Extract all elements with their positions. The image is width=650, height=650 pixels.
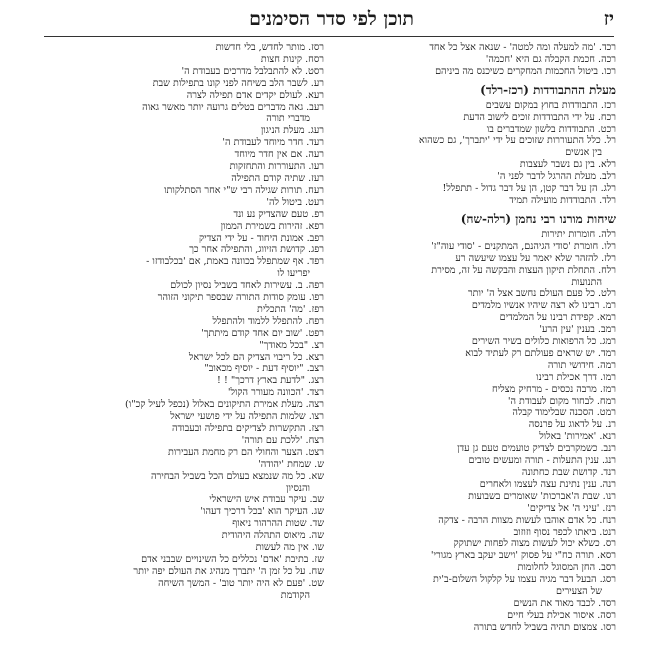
toc-entry: רס. כשלא יכול לעשות מצוה לפחות ישתוקק	[453, 538, 616, 550]
toc-entry: רצב. "יוסיף דעת - יוסיף מכאוב"	[204, 363, 324, 375]
toc-entry: רל. כלל התעוררות שזוכים על ידי 'יתברך', גם כשהוא	[418, 135, 616, 147]
toc-entry: שז. בתיבת 'אדם' נכללים כל השינויים שבבני אדם	[141, 553, 324, 565]
toc-entry: רפז. 'מה' התכלית	[257, 303, 324, 315]
section-heading	[332, 82, 616, 98]
toc-entry: יפריעו לו	[277, 268, 310, 280]
toc-entry: ש. שמחת 'יהודה'	[258, 458, 324, 470]
toc-entry: רלה. חומרות יתירות	[541, 228, 616, 240]
toc-entry: רפח. להתפלל ללמוד ולהתפלל	[212, 315, 324, 327]
toc-entry: רעט. ביטול לה'	[266, 196, 324, 208]
toc-entry: רמא. קפידת רבינו על המלמדים	[499, 312, 616, 324]
page-header	[44, 6, 614, 34]
toc-entry: רלח. התחלת תיקון העצות והבקשה על זה, מסירת	[431, 264, 616, 276]
toc-entry: שט. 'פעם לא היה יותר טוב' - המשך השיחה	[158, 577, 324, 589]
toc-entry: רסה. איסור אכילת בעלי חיים	[507, 609, 616, 621]
toc-entry: שה. מיאוס התהלה היהודית	[221, 530, 324, 542]
toc-entry: רמח. לבחור מקום לעבודת ה'	[507, 395, 616, 407]
toc-entry: רפו. עומק סודות התורה שבספר תיקוני הזוהר	[157, 292, 324, 304]
toc-entry: רלט. כל פעם העולם נחשב אצל ה' יותר	[467, 288, 616, 300]
toc-entry: רמה. חידושי תורה	[547, 359, 616, 371]
toc-entry: רכח. על ידי התבודדות זוכים לישוב הדעת	[463, 111, 616, 123]
toc-entry: רצט. הצער והחולי הם רק מחמת העבירות	[167, 446, 324, 458]
toc-entry: רנח. כל אדם אוהבו לעשות מצוות הרבה - צדקה	[438, 514, 616, 526]
toc-entry: רצח. 'ללכת עם תורה'	[241, 434, 324, 446]
toc-entry: רנב. כשמקרבים לצדיק טועמים טעם גן עדן	[457, 443, 616, 455]
toc-entry: רפב. אמונת היחוד - על ידי הצדיק	[199, 232, 324, 244]
toc-entry: רסז. מותר לחדש, בלי חדשות	[215, 42, 324, 53]
toc-entry: רמ. רבינו לא רצה שיהיו אנשיו מלמדים	[471, 300, 616, 312]
section-heading	[332, 211, 616, 227]
toc-entry: שב. עיקר עבודת איש הישראלי	[209, 494, 324, 506]
toc-entry: רצו. שלמות התפילה על ידי פושעי ישראל	[170, 411, 324, 423]
toc-entry: רסו. צמצום תהיה בשביל לחדש בתורה	[473, 621, 616, 633]
page-number: יז	[603, 8, 614, 30]
toc-entry: רנו. שבת ה'אברכות' שאומרים בשבועות	[468, 490, 616, 502]
toc-entry: רמו. דרך אכילת רבינו	[536, 371, 616, 383]
toc-entry: רמט. הסכנה שבלימוד קבלה	[512, 407, 616, 419]
toc-entry: רעא. לעולם יקדים אדם תפילה לצרה	[186, 89, 324, 101]
toc-entry: רנה. ענין נתינת עצה לעצמו ולאחרים	[479, 478, 616, 490]
toc-entry: של הצעירים	[555, 586, 602, 598]
page-title: תוכן לפי סדר הסימנים	[249, 8, 414, 30]
toc-entry: רנט. ביאתו לכפר נסוף וזוזוב	[513, 526, 616, 538]
toc-entry: רצד. 'הכוונה מעורר הקול'	[227, 387, 324, 399]
toc-entry: רלא. בין גם נשבר לעצבות	[519, 159, 616, 171]
toc-entry: התנועות	[571, 276, 602, 288]
toc-entry: רפט. 'שוב יום אחד קודם מיתתך'	[201, 327, 324, 339]
toc-entry: רצא. כל ריבוי הצדיק הם לכל ישראל	[188, 351, 324, 363]
toc-entry: בין אנשים	[565, 147, 602, 159]
toc-entry: הקודמת	[280, 589, 310, 601]
toc-entry: רכד. 'מה למעלה ומה למטה' - שנאה אצל כל אחד	[429, 42, 616, 53]
toc-entry: רלז. להזהר שלא יאמר על עצמו שיעשה רע	[455, 252, 616, 264]
toc-entry: רעו. התעוררות והתחזקות	[229, 161, 324, 173]
toc-entry: רסג. הבעל דבר מגיה עצמו על קלקול השלום-ב'ית	[433, 574, 616, 586]
toc-entry: שח. על כל זמן ה' יתברך מנהיג את העולם יפה יותר	[133, 565, 324, 577]
toc-entry: מדברי תורה	[266, 113, 310, 125]
toc-entry: רעח. תורות שגילה רבי ש"י אחר הסתלקותו	[164, 184, 324, 196]
toc-entry: רסא. תורה כח"י על פסוק 'וישב יעקב בארץ מגורי'	[430, 550, 616, 562]
toc-entry: רסב. החן המסוגל לחלומות	[517, 562, 616, 574]
toc-entry: רלו. חומרת 'סודי הגיהנם, המתקנים - 'סודי עוה"ז'	[431, 240, 616, 252]
toc-entry: רצ. "בכל מאודך"	[259, 339, 324, 351]
toc-entry: רעה. אם אין חדר מיוחד	[234, 149, 324, 161]
toc-entry: רמב. בענין 'עין הרע'	[539, 324, 616, 336]
toc-entry: רנ. על לדאוג על פרנסה	[528, 419, 616, 431]
toc-entry: רפג. קדושת הזיווג, והתפילה אחר כך	[189, 244, 324, 256]
toc-entry: רפד. אף שמתפלל בכוונה באמת, אם 'בכלבודזו -	[146, 256, 324, 268]
toc-entry: רנד. קדושת שבת כחתונה	[521, 467, 616, 478]
toc-entry: רסד. לכבד מאוד את הנשים	[513, 597, 616, 609]
toc-entry: שא. כל מה שנמצא בעולם הכל בשביל הבחירה	[151, 470, 324, 482]
toc-entry: רעד. חדר מיוחד לעבודת ה'	[222, 137, 324, 149]
toc-entry: רנג. ענין התעלות - תורה ומעשים טובים	[468, 455, 616, 467]
toc-entry: רכו. ביטול החכמות המחקרים כשיכנס מה ביניהם	[435, 65, 616, 77]
toc-entry: רצז. התקשרות לצדיקים בתפילה ובעבודה	[172, 423, 324, 434]
section-heading-text: שיחות מורנו רבי נחמן (רלה-שח)	[460, 211, 616, 226]
toc-entry: רע. לשבר הלב בשיחה לפני קונו בתפילות שבת	[152, 77, 324, 89]
toc-entry: רעב. גאה מדברים בטלים גרועה יותר מאשר גאוה	[142, 101, 324, 113]
header-rule	[44, 36, 614, 37]
toc-entry: רכז. התבודדות בחוץ במקום עשבים	[485, 99, 616, 111]
toc-entry: רנז. 'עיני ה' אל צדיקים'	[527, 502, 616, 514]
toc-entry: רנא. 'אמירות' באלול	[539, 431, 616, 443]
toc-entry: רצה. מעלת אמירת התיקונים באלול (נכפל לעיל קכ"ו)	[125, 399, 324, 411]
toc-entry: רפה. ב. עשירות לאחד בשביל נסיון לכולם	[170, 280, 324, 292]
toc-entry: רלג. הן על דבר קטן, הן על דבר גדול - תתפלל!	[442, 183, 616, 195]
toc-entry: רלד. התבודדות מועילה תמיד	[509, 194, 616, 206]
toc-entry: רסט. לא להתבלבל מדרכים בעבודת ה'	[181, 65, 324, 77]
toc-entry: והנסיון	[286, 482, 310, 494]
toc-entry: רפא. זהירות בשמירת הממון	[220, 220, 324, 232]
toc-entry: רצג. "לדעת בארץ דרכך" ! !	[217, 375, 324, 387]
toc-entry: שו. אין מה לעשות	[255, 542, 324, 554]
section-heading-text: מעלת ההתבודדות (רכז-רלד)	[480, 82, 616, 97]
toc-entry: שד. שטות ההרהור ניאוף	[232, 518, 324, 530]
toc-entry: שג. העיקר הוא 'בכל דרכיך דעהו'	[200, 506, 324, 518]
left-column	[40, 42, 324, 640]
toc-entry: רמג. כל הרפואות כלולים בשיר השירים	[471, 336, 616, 348]
toc-entry: רפ. טעם שהצדיק נע ונד	[233, 208, 324, 220]
toc-entry: רמז. מרבה נכסים - מרחיק מצליח	[491, 383, 616, 395]
toc-entry: רעז. שתיה קודם התפילה	[231, 172, 324, 184]
toc-entry: רכט. התבודדות בלשון שמדברים בו	[486, 123, 616, 135]
right-column	[332, 42, 616, 640]
toc-entry: רכה. חכמת הקבלה גם היא 'חכמה'	[485, 53, 616, 65]
toc-entry: רלב. מעלת ההרגל לדבר לפני ה'	[497, 171, 616, 183]
toc-entry: רמד. יש שראים פעולתם רק לעתיד לבוא	[465, 347, 616, 359]
toc-entry: רעג. מעלת הניגון	[260, 125, 324, 137]
toc-entry: רסח. קינות חצות	[260, 53, 324, 65]
